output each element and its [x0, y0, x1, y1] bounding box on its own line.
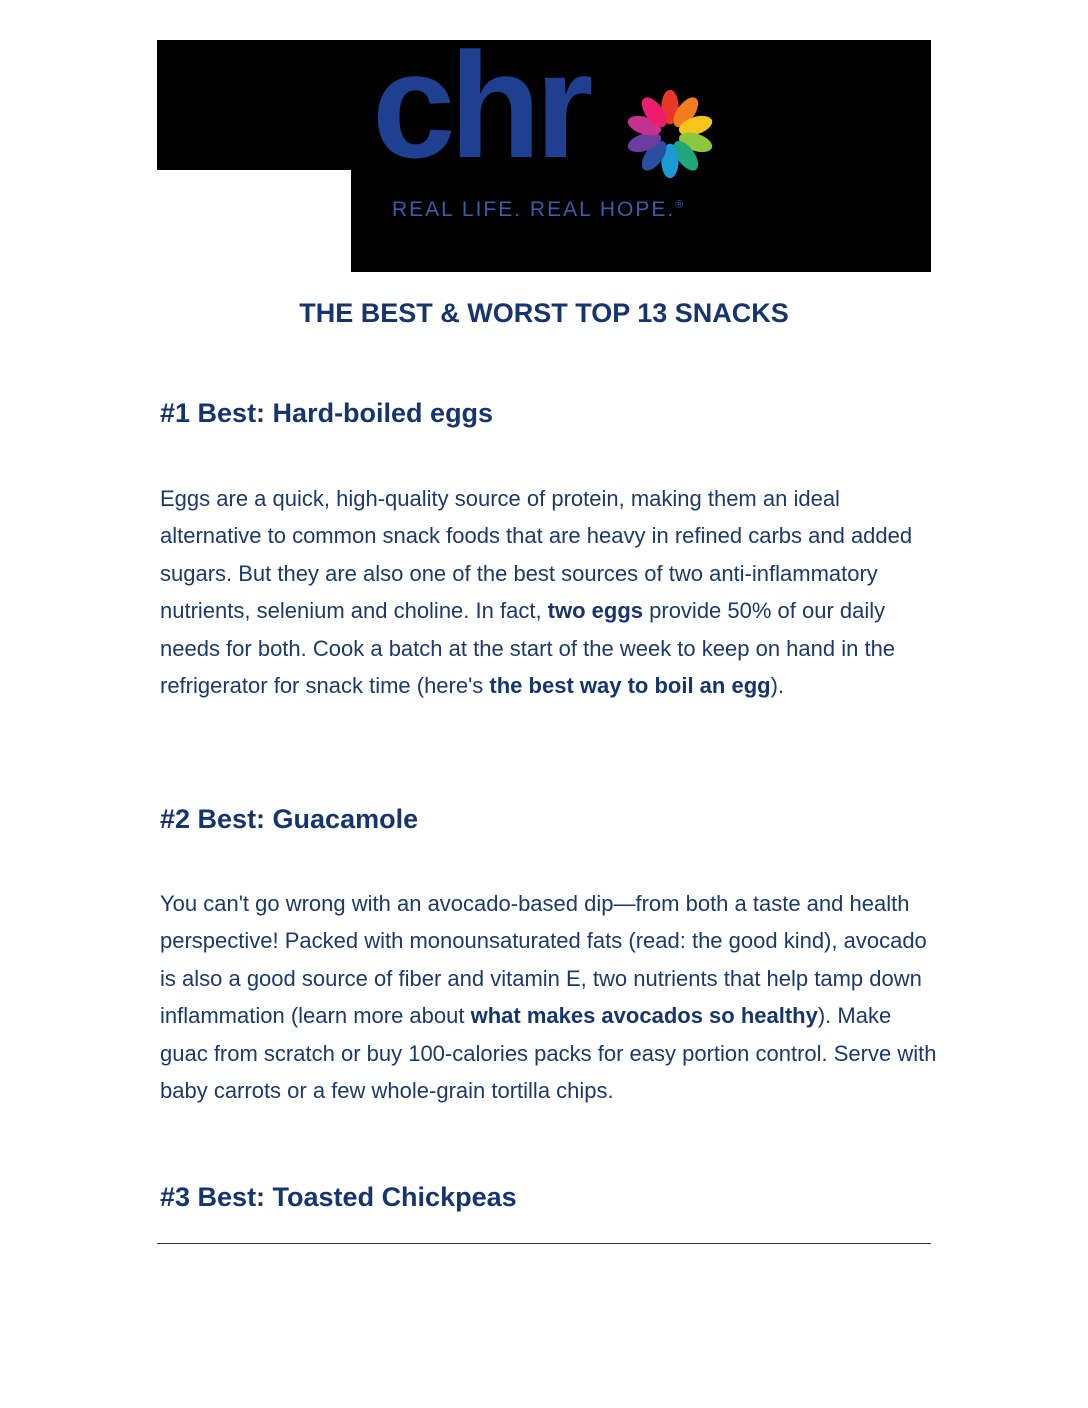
flower-logo-icon — [622, 86, 718, 182]
section-heading: #1 Best: Hard-boiled eggs — [160, 398, 494, 428]
logo-wordmark: chr — [372, 21, 588, 189]
document-title: THE BEST & WORST TOP 13 SNACKS — [299, 298, 789, 328]
section-body: You can't go wrong with an avocado-based dip—from both a taste and health perspective! Packed with monounsaturated fats (read: the good kind), avocado is also a good source of fiber and vitamin E, two nutrients that help tamp down inflammation (learn more about what makes avocados so healthy). Make guac from scratch or buy 100-calories packs for easy portion control. Serve with baby carrots or a few whole-grain tortilla chips. — [160, 891, 937, 1104]
divider — [157, 1243, 931, 1244]
bold-link-text: the best way to boil an egg — [489, 673, 771, 699]
logo-tagline: REAL LIFE. REAL HOPE.® — [392, 198, 686, 221]
bold-link-text: what makes avocados so healthy — [470, 1003, 818, 1029]
section-heading: #2 Best: Guacamole — [160, 804, 419, 834]
section-body: Eggs are a quick, high-quality source of protein, making them an ideal alternative to common snack foods that are heavy in refined carbs and added sugars. But they are also one of the best sources of two anti-inflammatory nutrients, selenium and choline. In fact, two eggs provide 50% of our daily needs for both. Cook a batch at the start of the week to keep on hand in the refrigerator for snack time (here's the best way to boil an egg). — [160, 486, 913, 699]
logo-background-left — [157, 40, 357, 170]
section-heading: #3 Best: Toasted Chickpeas — [160, 1182, 517, 1212]
bold-link-text: two eggs — [547, 598, 644, 624]
